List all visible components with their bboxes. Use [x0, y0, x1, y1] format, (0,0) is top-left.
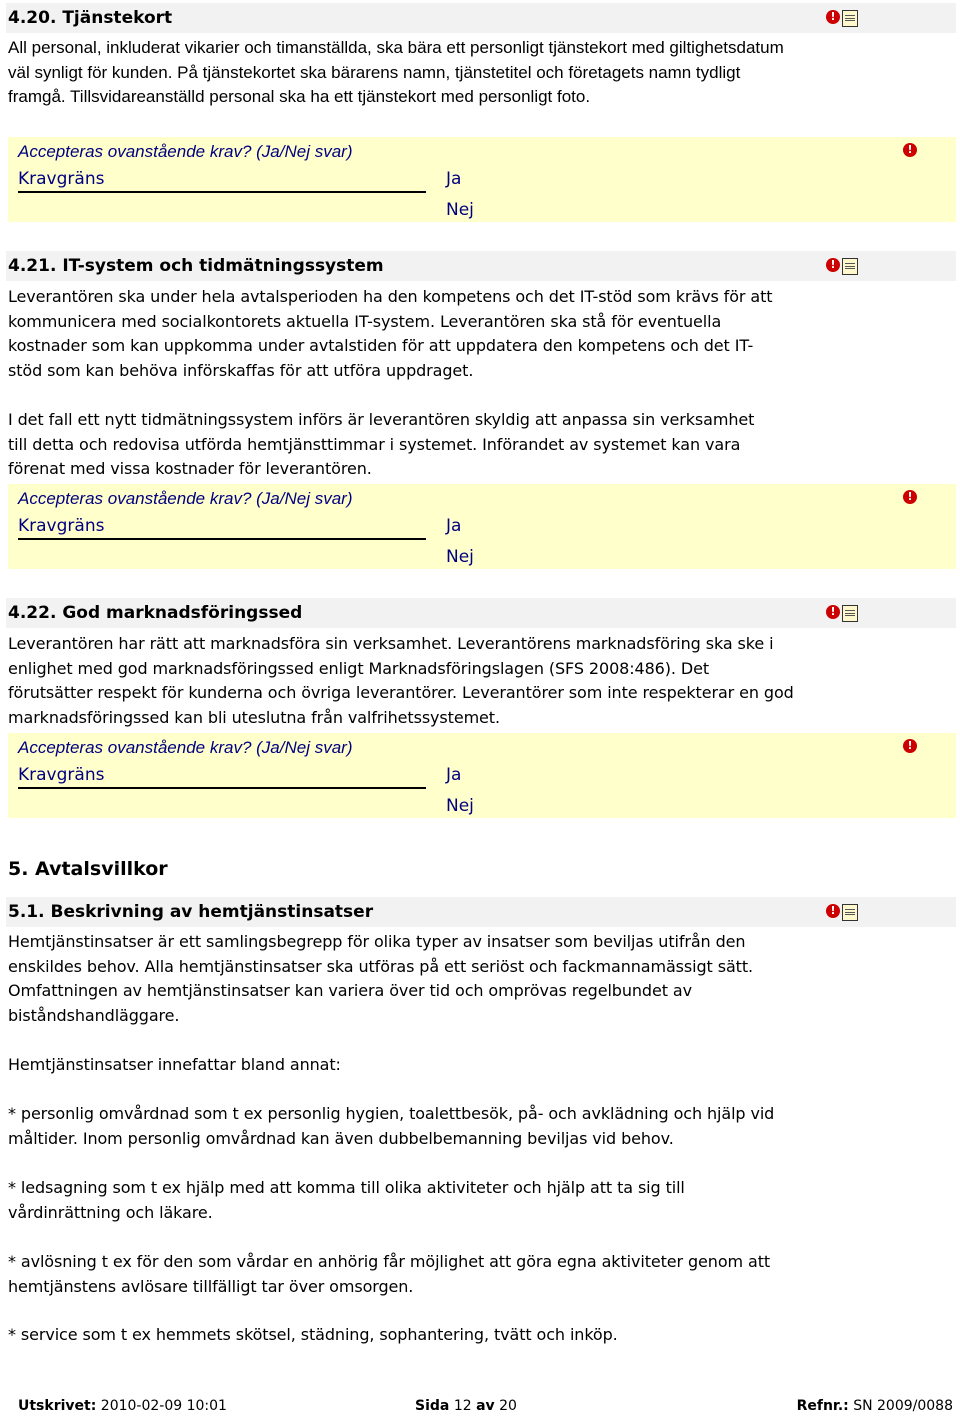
option-no[interactable]: Nej — [446, 796, 474, 816]
option-yes[interactable]: Ja — [446, 169, 462, 189]
page-footer — [18, 1398, 958, 1416]
section-header-4-22 — [6, 598, 956, 628]
section-paragraph: * ledsagning som t ex hjälp med att komma till olika aktiviteter och hjälp att ta sig till vårdinrättning och läkare. — [8, 1178, 685, 1222]
page-number — [415, 1398, 517, 1414]
document-icon[interactable] — [842, 605, 858, 622]
requirement-input-line[interactable] — [18, 787, 426, 789]
section-header-4-20 — [6, 3, 956, 33]
section-title: 4.20. Tjänstekort — [8, 8, 173, 28]
section-icons — [826, 605, 858, 622]
document-icon[interactable] — [842, 10, 858, 27]
printed-info — [18, 1398, 227, 1414]
page-current: 12 — [453, 1398, 472, 1414]
option-yes[interactable]: Ja — [446, 765, 462, 785]
requirement-label: Kravgräns — [18, 765, 105, 785]
section-header-4-21 — [6, 251, 956, 281]
exclamation-icon[interactable]: ! — [903, 739, 917, 753]
section-paragraph: Leverantören har rätt att marknadsföra sin verksamhet. Leverantörens marknadsföring ska ske i enlighet med god marknadsföringssed enligt Marknadsföringslagen (SFS 2008:486). Det förutsätter respekt för kunderna och övriga leverantörer. Leverantörer som inte respekterar en god marknadsföringssed kan bli uteslutna från valfrihetssystemet. — [8, 634, 794, 727]
ref-value: SN 2009/0088 — [853, 1398, 953, 1414]
section-paragraph: * personlig omvårdnad som t ex personlig hygien, toalettbesök, på- och avklädning och hjälp vid måltider. Inom personlig omvårdnad kan även dubbelbemanning beviljas vid behov. — [8, 1104, 775, 1148]
section-header-5-1 — [6, 897, 956, 927]
requirement-question: Accepteras ovanstående krav? (Ja/Nej svar) — [18, 489, 353, 508]
section-paragraph: Leverantören ska under hela avtalsperioden ha den kompetens och det IT-stöd som krävs för att kommunicera med socialkontorets aktuella IT-system. Leverantören ska stå för eventuella kostnader som kan uppkomma under avtalstiden för att uppdatera den kompetens och det IT-stöd som kan behöva införskaffas för att utföra uppdraget. — [8, 287, 773, 380]
exclamation-icon[interactable]: ! — [903, 490, 917, 504]
requirement-box — [8, 733, 956, 818]
requirement-box — [8, 484, 956, 569]
chapter-title: 5. Avtalsvillkor — [8, 858, 168, 880]
requirement-input-line[interactable] — [18, 191, 426, 193]
requirement-box — [8, 137, 956, 222]
document-icon[interactable] — [842, 258, 858, 275]
requirement-label: Kravgräns — [18, 516, 105, 536]
printed-value: 2010-02-09 10:01 — [100, 1398, 227, 1414]
exclamation-icon[interactable]: ! — [826, 605, 840, 619]
section-title: 4.22. God marknadsföringssed — [8, 603, 303, 623]
requirement-question: Accepteras ovanstående krav? (Ja/Nej svar) — [18, 738, 353, 757]
option-no[interactable]: Nej — [446, 547, 474, 567]
section-paragraph: Hemtjänstinsatser är ett samlingsbegrepp för olika typer av insatser som beviljas utifrån den enskildes behov. Alla hemtjänstinsatser ska utföras på ett seriöst och fackmannamässigt sätt. Omfattningen av hemtjänstinsatser kan variera över tid och omprövas regelbundet av biståndshandläggare. — [8, 932, 753, 1025]
document-icon[interactable] — [842, 904, 858, 921]
section-title: 4.21. IT-system och tidmätningssystem — [8, 256, 384, 276]
section-icons — [826, 10, 858, 27]
option-no[interactable]: Nej — [446, 200, 474, 220]
exclamation-icon[interactable]: ! — [903, 143, 917, 157]
section-paragraph: * avlösning t ex för den som vårdar en anhörig får möjlighet att göra egna aktiviteter genom att hemtjänstens avlösare tillfälligt tar över omsorgen. — [8, 1252, 771, 1296]
section-paragraph: Hemtjänstinsatser innefattar bland annat: — [8, 1055, 341, 1074]
section-paragraph: I det fall ett nytt tidmätningssystem införs är leverantören skyldig att anpassa sin verksamhet till detta och redovisa utförda hemtjänsttimmar i systemet. Införandet av systemet kan vara förenat med vissa kostnader för leverantören. — [8, 410, 755, 478]
reference-number — [797, 1398, 953, 1414]
exclamation-icon[interactable]: ! — [826, 10, 840, 24]
exclamation-icon[interactable]: ! — [826, 258, 840, 272]
section-title: 5.1. Beskrivning av hemtjänstinsatser — [8, 902, 374, 922]
page-total: 20 — [499, 1398, 517, 1414]
section-paragraph: All personal, inkluderat vikarier och timanställda, ska bära ett personligt tjänstekort med giltighetsdatum väl synligt för kunden. På tjänstekortet ska bärarens namn, tjänstetitel och företagets namn tydligt framgå. Tillsvidareanställd personal ska ha ett tjänstekort med personligt foto. — [8, 38, 784, 106]
section-icons — [826, 904, 858, 921]
page-label: Sida — [415, 1398, 450, 1414]
section-icons — [826, 258, 858, 275]
option-yes[interactable]: Ja — [446, 516, 462, 536]
section-paragraph: * service som t ex hemmets skötsel, städning, sophantering, tvätt och inköp. — [8, 1325, 618, 1344]
requirement-question: Accepteras ovanstående krav? (Ja/Nej svar) — [18, 142, 353, 161]
requirement-input-line[interactable] — [18, 538, 426, 540]
ref-label: Refnr.: — [796, 1398, 849, 1414]
page-of: av — [476, 1398, 495, 1414]
printed-label: Utskrivet: — [18, 1398, 97, 1414]
requirement-label: Kravgräns — [18, 169, 105, 189]
exclamation-icon[interactable]: ! — [826, 904, 840, 918]
